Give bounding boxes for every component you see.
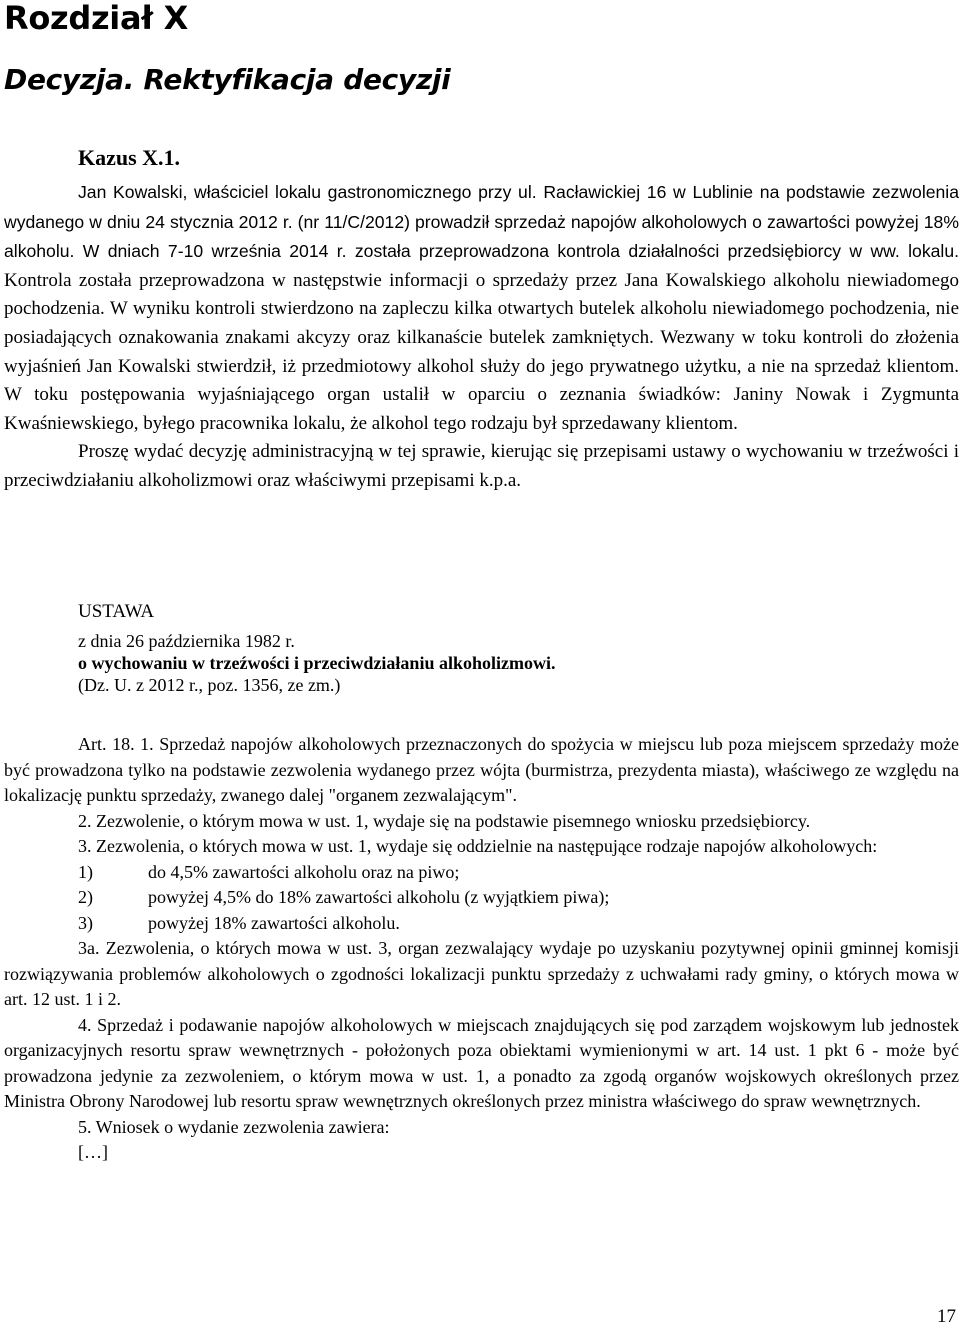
act-title: o wychowaniu w trzeźwości i przeciwdziałaniu alkoholizmowi.	[78, 653, 556, 673]
omission-ellipsis: […]	[78, 1142, 108, 1162]
case-title: Kazus X.1.	[78, 145, 181, 170]
page-number: 17	[937, 1306, 956, 1327]
list-item-text: powyżej 4,5% do 18% zawartości alkoholu (z wyjątkiem piwa);	[148, 887, 610, 907]
article-paragraph-5: 5. Wniosek o wydanie zezwolenia zawiera:	[78, 1116, 390, 1137]
act-date: z dnia 26 października 1982 r.	[78, 631, 295, 651]
list-item	[4, 860, 959, 886]
chapter-subtitle: Decyzja. Rektyfikacja decyzji	[4, 63, 451, 96]
article-paragraph-4: 4. Sprzedaż i podawanie napojów alkoholowych w miejscach znajdujących się pod zarządem wojskowym lub jednostek organizacyjnych resortu spraw wewnętrznych - położonych poza obiektami wymienionymi w art. 14 ust. 1 pkt 6 - może być prowadzona jedynie za zezwoleniem, o którym mowa w ust. 1, a ponadto za zgodą organów wojskowych określonych przez Ministra Obrony Narodowej lub resortu spraw wewnętrznych określonych przez ministra właściwego do spraw wewnętrznych.	[4, 1014, 959, 1111]
act-name: USTAWA	[78, 601, 155, 622]
case-description	[4, 178, 959, 496]
list-item-number: 3)	[78, 912, 93, 933]
list-item-text: powyżej 18% zawartości alkoholu.	[148, 912, 400, 933]
article-paragraph-1: Art. 18. 1. Sprzedaż napojów alkoholowych przeznaczonych do spożycia w miejscu lub poza miejscem sprzedaży może być prowadzona tylko na podstawie zezwolenia wydanego przez wójta (burmistrza, prezydenta miasta), właściwego ze względu na lokalizację punktu sprzedaży, zwanego dalej "organem zezwalającym".	[4, 734, 959, 805]
list-item	[4, 885, 959, 911]
article-18	[4, 732, 959, 1166]
act-header	[78, 600, 555, 696]
article-paragraph-3a: 3a. Zezwolenia, o których mowa w ust. 3, organ zezwalający wydaje po uzyskaniu pozytywnej opinii gminnej komisji rozwiązywania problemów alkoholowych o zgodności lokalizacji punktu sprzedaży z uchwałami rady gminy, o których mowa w art. 12 ust. 1 i 2.	[4, 938, 959, 1009]
article-paragraph-2: 2. Zezwolenie, o którym mowa w ust. 1, wydaje się na podstawie pisemnego wniosku przedsiębiorcy.	[78, 810, 811, 831]
list-item-number: 1)	[78, 861, 93, 882]
case-paragraph-2: Proszę wydać decyzję administracyjną w tej sprawie, kierując się przepisami ustawy o wychowaniu w trzeźwości i przeciwdziałaniu alkoholizmowi oraz właściwymi przepisami k.p.a.	[4, 441, 959, 491]
case-paragraph-1-sans-part: Jan Kowalski, właściciel lokalu gastronomicznego przy ul. Racławickiej 16 w Lublinie na podstawie zezwolenia wydanego w dniu 24 stycznia 2012 r. (nr 11/C/2012) prowadził sprzedaż napojów alkoholowych o zawartości powyżej 18% alkoholu. W dniach 7-10 września 2014 r. została przeprowadzona kontrola działalności przedsiębiorcy w ww. lokalu.	[4, 182, 959, 262]
article-paragraph-3: 3. Zezwolenia, o których mowa w ust. 1, wydaje się oddzielnie na następujące rodzaje napojów alkoholowych:	[78, 836, 878, 856]
chapter-title: Rozdział X	[4, 0, 189, 37]
list-item-number: 2)	[78, 887, 93, 907]
list-item	[4, 911, 959, 937]
list-item-text: do 4,5% zawartości alkoholu oraz na piwo;	[148, 861, 460, 882]
case-paragraph-1-serif-part: Kontrola została przeprowadzona w następstwie informacji o sprzedaży przez Jana Kowalskiego alkoholu niewiadomego pochodzenia. W wyniku kontroli stwierdzono na zapleczu kilka otwartych butelek alkoholu niewiadomego pochodzenia, nie posiadających oznakowania znakami akcyzy oraz kilkanaście butelek zamkniętych. Wezwany w toku kontroli do złożenia wyjaśnień Jan Kowalski stwierdził, iż przedmiotowy alkohol służy do jego prywatnego użytku, a nie na sprzedaż klientom. W toku postępowania wyjaśniającego organ ustalił w oparciu o zeznania świadków: Janiny Nowak i Zygmunta Kwaśniewskiego, byłego pracownika lokalu, że alkohol tego rodzaju był sprzedawany klientom.	[4, 269, 959, 434]
act-source: (Dz. U. z 2012 r., poz. 1356, ze zm.)	[78, 675, 341, 695]
case-paragraph-1	[4, 178, 959, 438]
